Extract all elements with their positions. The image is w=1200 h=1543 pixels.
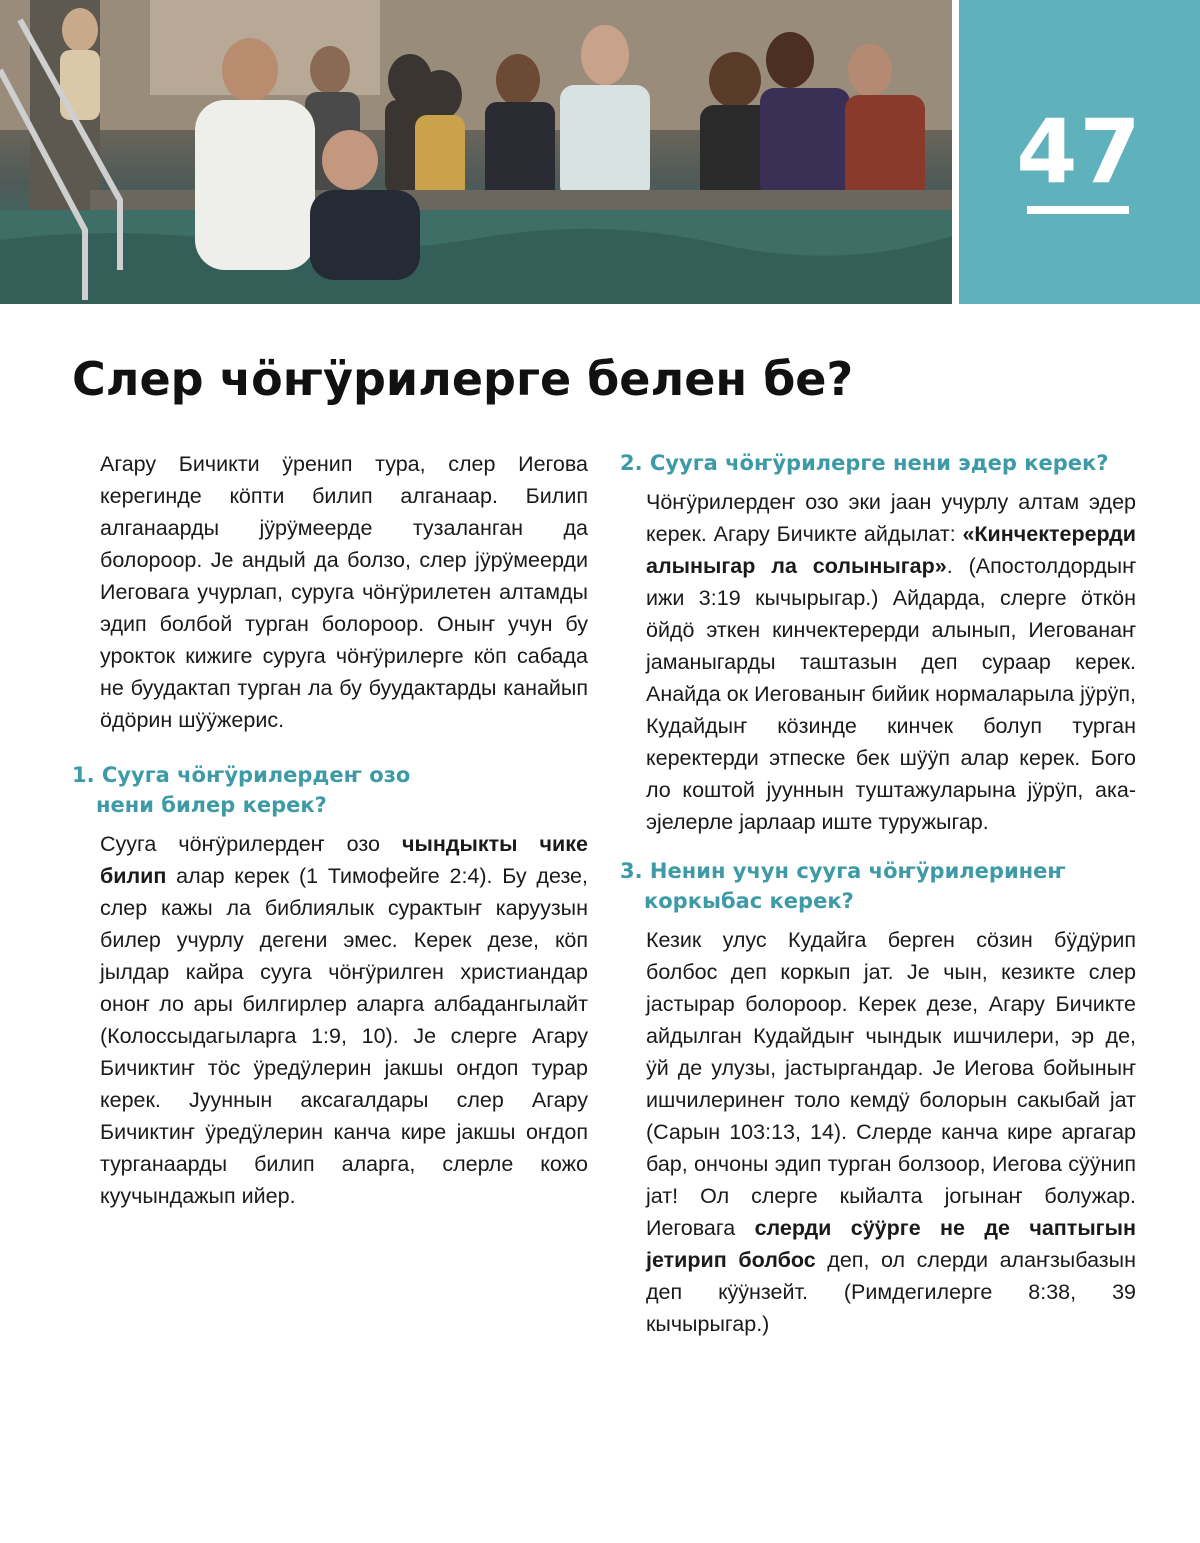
section-1-paragraph — [100, 828, 588, 1212]
section-2-text-a: Чӧҥӱрилердеҥ озо эки јаан учурлу алтам эдер керек. Агару Бичикте айдылат: — [646, 490, 1136, 546]
page-title: Слер чӧҥӱрилерге белен бе? — [72, 352, 854, 406]
lesson-number: 47 — [1016, 100, 1143, 203]
section-3-heading-line2: коркыбас керек? — [644, 889, 854, 913]
baptism-photo — [0, 0, 952, 304]
left-column — [72, 448, 588, 1212]
section-2-heading — [620, 448, 1136, 478]
section-1-text-a: Сууга чӧҥӱрилердеҥ озо — [100, 832, 403, 856]
section-3-paragraph — [646, 924, 1136, 1340]
section-2-paragraph — [646, 486, 1136, 838]
section-1-heading-line2: нени билер керек? — [96, 793, 327, 817]
section-3-heading — [620, 856, 1136, 916]
section-3-emphasis: слерди сӱӱрге не де чаптыгын јетирип болбос — [646, 1216, 1136, 1272]
right-column — [620, 448, 1136, 1340]
section-1-text-c: алар керек (1 Тимофейге 2:4). Бу дезе, слер кажы ла библиялык сурактыҥ каруузын билер учурлу дегени эмес. Керек дезе, кӧп јылдар кайра сууга чӧҥӱрилген христиандар оноҥ ло ары билгирлер аларга албадангылайт (Колоссыдагыларга 1:9, 10). Је слерге Агару Бичиктиҥ тӧс ӱредӱлерин јакшы оҥдоп турар керек. Јууннын аксагалдары слер Агару Бичиктиҥ ӱредӱлерин канча кире јакшы оҥдоп турганаарды билип аларга, слерле кожо куучындажып ийер. — [100, 864, 588, 1208]
baptism-scene-illustration — [0, 0, 952, 304]
section-1-heading — [72, 760, 588, 820]
section-1-heading-line1: 1. Сууга чӧҥӱрилердеҥ озо — [72, 763, 411, 787]
section-2-emphasis: «Кинчектерерди алыныгар ла солыныгар» — [646, 522, 1136, 578]
intro-paragraph: Агару Бичикти ӱренип тура, слер Иегова керегинде кӧпти билип алганаар. Билип алганаарды јӱрӱмеерде тузаланган да болороор. Је андый да болзо, слер јӱрӱмеерди Иеговага учурлап, суруга чӧҥӱрилетен алтамды эдип болбой турган болороор. Оныҥ учун бу урокток кижиге суруга чӧҥӱрилерге кӧп сабада не буудактап турган ла бу буудактарды канайып ӧдӧрин шӱӱжерис. — [100, 452, 588, 732]
section-3-heading-line1: 3. Ненин учун сууга чӧҥӱрилеринеҥ — [620, 859, 1066, 883]
lesson-number-underline — [1027, 206, 1129, 214]
lesson-number-badge — [959, 0, 1200, 304]
section-3-text-a: Кезик улус Кудайга берген сӧзин бӱдӱрип болбос деп коркып јат. Је чын, кезикте слер јастырар болороор. Керек дезе, Агару Бичикте айдылган Кудайдыҥ чындык ишчилери, эр де, ӱй де улузы, јастыргандар. Је Иегова бойыныҥ ишчилеринеҥ толо кемдӱ болорын сакыбай јат (Сарын 103:13, 14). Слерде канча кире аргагар бар, ончоны эдип турган болзоор, Иегова сӱӱнип јат! Ол слерге кыйалта јогынаҥ болужар. Иеговага — [646, 928, 1136, 1240]
section-2-text-c: . (Апостолдордыҥ ижи 3:19 кычырыгар.) Айдарда, слерге ӧткӧн ӧйдӧ эткен кинчектерерди алынып, Иегованаҥ јаманыгарды таштазын деп сураар керек. Анайда ок Иегованыҥ бийик нормаларыла јӱрӱп, Кудайдыҥ кӧзинде кинчек болуп турган керектерди этпеске бек шӱӱп алар керек. Бого ло коштой јууннын туштажуларына јӱрӱп, ака-эјелерле јарлаар иште туружыгар. — [646, 554, 1136, 834]
section-1-emphasis: чындыкты чике билип — [100, 832, 588, 888]
section-3-text-c: деп, ол слерди алаҥзыбазын деп кӱӱнзейт. (Римдегилерге 8:38, 39 кычырыгар.) — [646, 1248, 1136, 1336]
section-2-heading-line1: 2. Сууга чӧҥӱрилерге нени эдер керек? — [620, 451, 1109, 475]
